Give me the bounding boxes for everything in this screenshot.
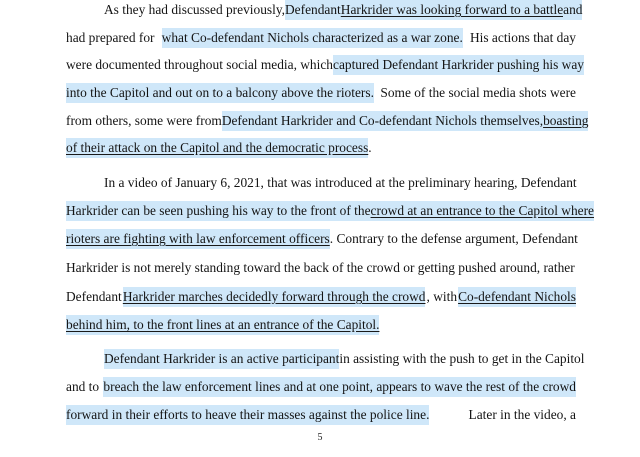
text-segment: Defendant	[66, 289, 122, 304]
highlighted-text: captured Defendant Harkrider pushing his way	[333, 55, 584, 75]
text-segment: In a video of January 6, 2021, that was introduced at the preliminary hearing, Defendant	[104, 175, 577, 190]
text-segment: , with	[426, 289, 458, 304]
text-segment: in assisting with the push to get in the Capitol	[339, 351, 585, 366]
highlighted-underlined-text: behind him, to the front lines at an entrance of the Capitol.	[66, 315, 379, 335]
text-segment: Some of the social media shots were	[380, 85, 576, 100]
highlighted-text: and	[563, 0, 582, 20]
highlighted-text: forward in their efforts to heave their masses against the police line.	[66, 405, 429, 425]
highlighted-underlined-text: of their attack on the Capitol and the democratic process	[66, 138, 368, 158]
text-line-14	[66, 377, 576, 397]
text-line-13	[104, 349, 585, 369]
text-line-1	[104, 0, 583, 20]
text-segment: His actions that day	[469, 30, 576, 45]
highlighted-text: into the Capitol and out on to a balcony above the rioters.	[66, 83, 374, 103]
highlighted-text: Defendant Harkrider and Co-defendant Nichols themselves,	[222, 111, 543, 131]
page-number: 5	[317, 432, 323, 443]
text-line-11	[66, 287, 576, 307]
text-line-4	[66, 83, 576, 103]
highlighted-underlined-text: Co-defendant Nichols	[458, 287, 576, 307]
text-line-3	[66, 55, 584, 75]
text-line-7	[104, 173, 576, 193]
highlighted-underlined-text: crowd at an entrance to the Capitol where	[371, 201, 594, 221]
text-line-8	[66, 201, 595, 221]
text-segment: were documented throughout social media, which	[66, 57, 333, 72]
text-segment: Harkrider is not merely standing toward the back of the crowd or getting pushed around, rather	[66, 260, 575, 275]
text-segment: Later in the video, a	[468, 407, 576, 422]
highlighted-underlined-text: rioters are fighting with law enforcement officers	[66, 229, 330, 249]
text-line-2	[66, 28, 576, 48]
text-line-6	[66, 138, 576, 158]
highlighted-text: Defendant Harkrider is an active participant	[104, 349, 339, 369]
highlighted-text: breach the law enforcement lines and at one point, appears to wave the rest of the crowd	[103, 377, 576, 397]
text-segment: from others, some were from	[66, 113, 222, 128]
highlighted-underlined-text: Harkrider marches decidedly forward through the crowd	[123, 287, 426, 307]
text-line-12	[66, 315, 576, 335]
text-segment: As they had discussed previously,	[104, 2, 285, 17]
text-segment: had prepared for	[66, 30, 155, 45]
text-line-5	[66, 111, 589, 131]
text-segment: . Contrary to the defense argument, Defendant	[329, 231, 578, 246]
text-line-9	[66, 229, 576, 249]
highlighted-text: Harkrider can be seen pushing his way to the front of the	[66, 201, 371, 221]
text-segment: and to	[66, 379, 100, 394]
highlighted-text: what Co-defendant Nichols characterized as a war zone.	[162, 28, 463, 48]
text-line-15	[66, 405, 576, 425]
highlighted-underlined-text: Harkrider was looking forward to a battle	[341, 0, 563, 20]
highlighted-text: Defendant	[285, 0, 341, 20]
highlighted-underlined-text: boasting	[543, 111, 588, 131]
text-line-10	[66, 258, 576, 278]
text-segment: .	[368, 140, 372, 155]
